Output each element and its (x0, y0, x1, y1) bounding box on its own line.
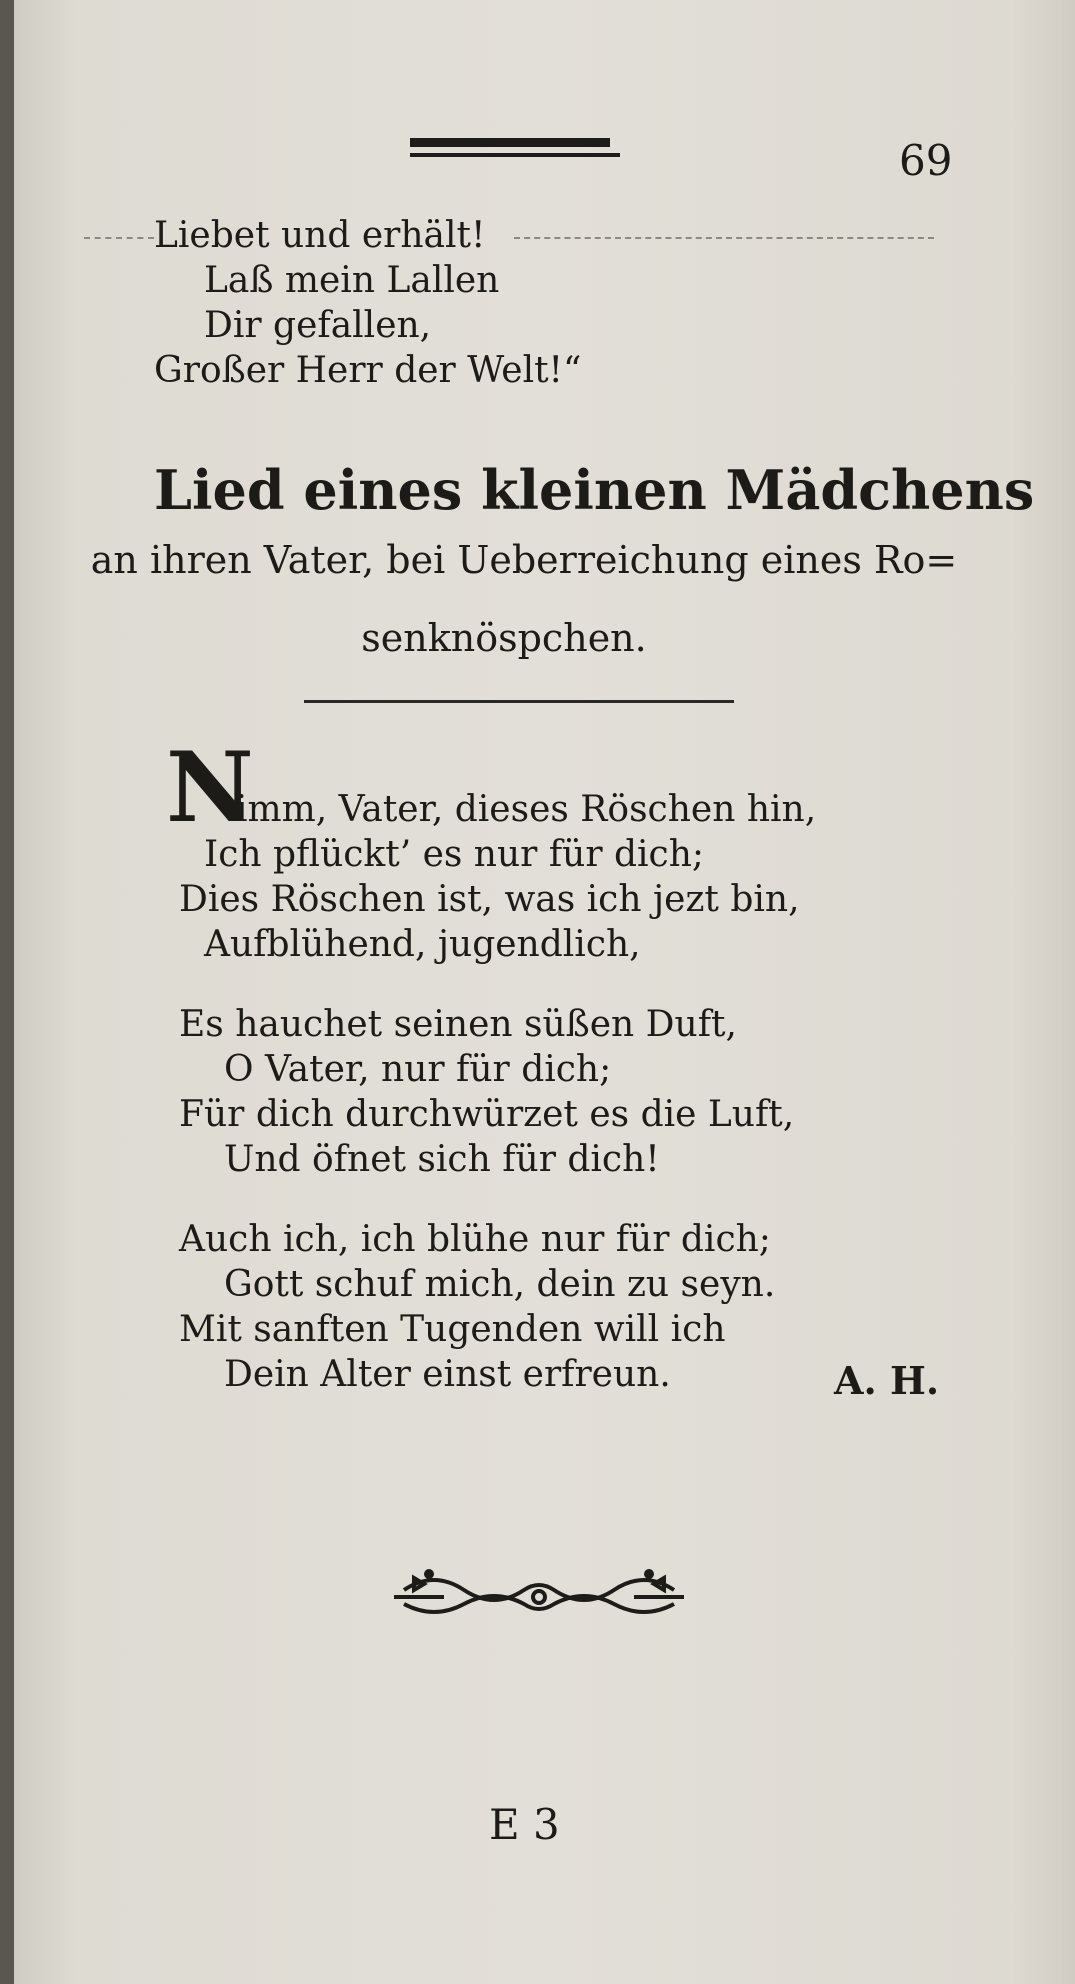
page-number: 69 (899, 136, 953, 185)
previous-poem-line: Großer Herr der Welt!“ (154, 350, 582, 391)
poem-line: Auch ich, ich blühe nur für dich; (179, 1219, 771, 1260)
poem-line: Mit sanften Tugenden will ich (179, 1309, 726, 1350)
poem-subtitle-continued: senknöspchen. (361, 616, 647, 660)
poem-subtitle: an ihren Vater, bei Ueberreichung eines Ro= (90, 538, 958, 582)
previous-poem-line: Liebet und erhält! (154, 215, 486, 256)
scroll-vignette-ornament-icon (394, 1560, 684, 1630)
poem-line: Gott schuf mich, dein zu seyn. (224, 1264, 776, 1305)
dashed-divider-right (514, 237, 934, 241)
poem-line: Dein Alter einst erfreun. (224, 1354, 671, 1395)
title-underline (304, 700, 734, 703)
poem-line: Es hauchet seinen süßen Duft, (179, 1004, 737, 1045)
printer-signature: E 3 (489, 1800, 560, 1849)
poem-title: Lied eines kleinen Mädchens (154, 458, 1035, 522)
poem-line: Und öfnet sich für dich! (224, 1139, 660, 1180)
poem-line: O Vater, nur für dich; (224, 1049, 612, 1090)
dashed-divider-left (84, 237, 154, 241)
poem-line: Für dich durchwürzet es die Luft, (179, 1094, 795, 1135)
poem-line: Aufblühend, jugendlich, (204, 924, 641, 965)
poem-line: Dies Röschen ist, was ich jezt bin, (179, 879, 800, 920)
previous-poem-line: Laß mein Lallen (204, 260, 500, 301)
poem-line: imm, Vater, dieses Röschen hin, (236, 789, 817, 830)
drop-cap: N (166, 731, 254, 844)
previous-poem-line: Dir gefallen, (204, 305, 432, 346)
poem-line: Ich pflückt’ es nur für dich; (204, 834, 705, 875)
header-rule (410, 138, 620, 162)
author-initials: A. H. (834, 1358, 940, 1403)
book-page (14, 0, 1075, 1984)
